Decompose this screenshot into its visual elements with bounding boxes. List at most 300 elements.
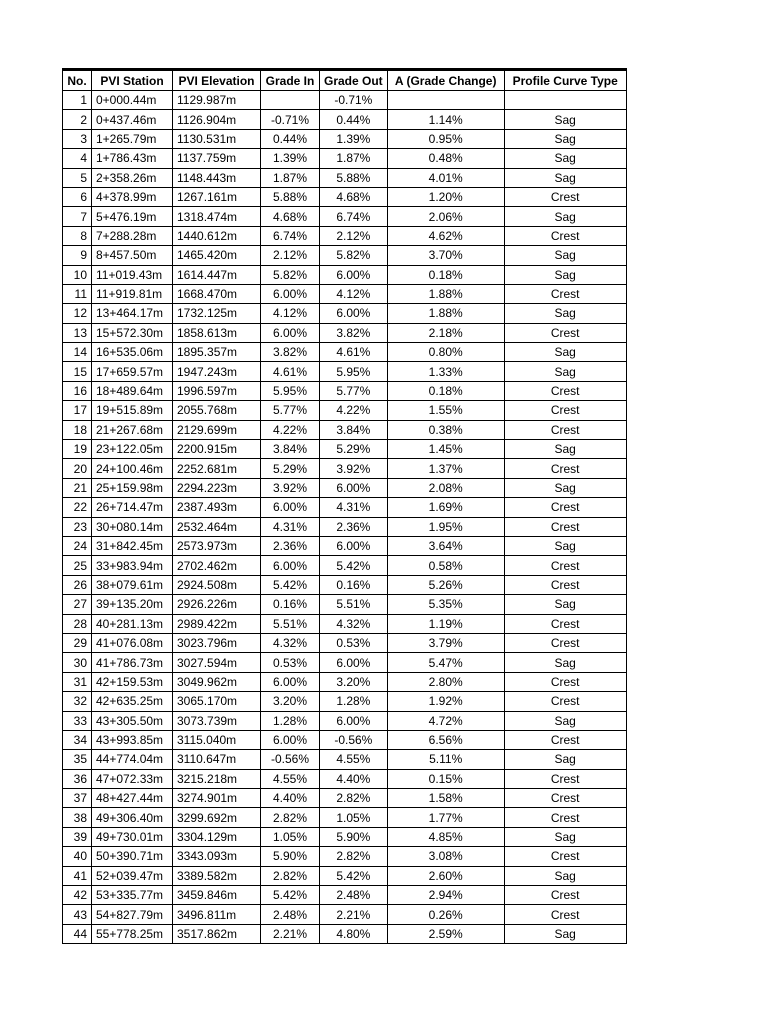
table-row [63,246,627,265]
cell-pvi-elevation: 3389.582m [173,866,261,885]
cell-grade-change: 0.18% [387,265,504,284]
cell-no: 40 [63,847,92,866]
cell-pvi-station: 49+306.40m [92,808,173,827]
cell-grade-in: 6.00% [261,323,320,342]
cell-no: 8 [63,226,92,245]
cell-grade-change: 5.35% [387,595,504,614]
cell-profile-curve-type: Sag [504,362,626,381]
cell-pvi-station: 11+019.43m [92,265,173,284]
cell-pvi-elevation: 3496.811m [173,905,261,924]
cell-grade-change: 1.37% [387,459,504,478]
table-row [63,284,627,303]
cell-grade-in: 2.12% [261,246,320,265]
cell-profile-curve-type: Crest [504,692,626,711]
cell-grade-change: 3.64% [387,536,504,555]
cell-no: 30 [63,653,92,672]
cell-no: 1 [63,91,92,110]
cell-grade-out: 0.16% [320,575,388,594]
cell-grade-out: -0.71% [320,91,388,110]
cell-no: 44 [63,924,92,943]
cell-profile-curve-type: Sag [504,440,626,459]
cell-pvi-station: 18+489.64m [92,381,173,400]
cell-grade-out: 6.74% [320,207,388,226]
cell-no: 20 [63,459,92,478]
cell-grade-in: 4.12% [261,304,320,323]
header-pvi-elevation: PVI Elevation [173,70,261,91]
cell-no: 42 [63,886,92,905]
cell-no: 27 [63,595,92,614]
table-row [63,207,627,226]
cell-pvi-station: 39+135.20m [92,595,173,614]
cell-profile-curve-type: Crest [504,401,626,420]
table-row [63,692,627,711]
table-row [63,827,627,846]
cell-pvi-elevation: 2252.681m [173,459,261,478]
cell-profile-curve-type: Sag [504,595,626,614]
cell-grade-change: 0.38% [387,420,504,439]
cell-grade-change: 4.72% [387,711,504,730]
cell-grade-out: 5.90% [320,827,388,846]
cell-grade-in: 6.00% [261,284,320,303]
cell-profile-curve-type: Sag [504,866,626,885]
cell-pvi-station: 54+827.79m [92,905,173,924]
cell-pvi-elevation: 2055.768m [173,401,261,420]
cell-pvi-station: 30+080.14m [92,517,173,536]
cell-no: 25 [63,556,92,575]
table-row [63,789,627,808]
cell-profile-curve-type: Sag [504,149,626,168]
cell-no: 23 [63,517,92,536]
cell-grade-out: 5.42% [320,556,388,575]
cell-grade-in: 1.87% [261,168,320,187]
cell-pvi-elevation: 1732.125m [173,304,261,323]
table-row [63,362,627,381]
cell-profile-curve-type: Crest [504,847,626,866]
cell-grade-out: 3.92% [320,459,388,478]
cell-no: 17 [63,401,92,420]
table-row [63,187,627,206]
cell-grade-in: 6.00% [261,498,320,517]
cell-grade-in: 4.55% [261,769,320,788]
cell-grade-out: 6.00% [320,265,388,284]
table-row [63,459,627,478]
cell-grade-out: 4.22% [320,401,388,420]
table-header-row [63,70,627,91]
cell-grade-change: 1.45% [387,440,504,459]
cell-grade-change: 5.47% [387,653,504,672]
table-row [63,808,627,827]
cell-grade-change: 5.26% [387,575,504,594]
cell-grade-out: 5.95% [320,362,388,381]
cell-no: 9 [63,246,92,265]
cell-no: 24 [63,536,92,555]
cell-grade-in: 5.82% [261,265,320,284]
cell-grade-in: 6.00% [261,556,320,575]
cell-pvi-station: 25+159.98m [92,478,173,497]
cell-grade-out: 4.12% [320,284,388,303]
cell-grade-in: 5.29% [261,459,320,478]
cell-pvi-elevation: 3115.040m [173,730,261,749]
cell-pvi-station: 48+427.44m [92,789,173,808]
cell-grade-change: 2.80% [387,672,504,691]
cell-pvi-elevation: 3110.647m [173,750,261,769]
cell-grade-out: 6.00% [320,478,388,497]
cell-grade-change: 0.58% [387,556,504,575]
cell-grade-out: 1.39% [320,129,388,148]
cell-pvi-station: 13+464.17m [92,304,173,323]
cell-grade-change: 1.19% [387,614,504,633]
cell-profile-curve-type: Crest [504,769,626,788]
cell-grade-out: 2.21% [320,905,388,924]
cell-grade-in: 3.82% [261,343,320,362]
cell-profile-curve-type: Sag [504,304,626,323]
table-row [63,381,627,400]
cell-pvi-elevation: 1137.759m [173,149,261,168]
cell-grade-in: 2.36% [261,536,320,555]
cell-pvi-station: 8+457.50m [92,246,173,265]
cell-grade-change: 4.85% [387,827,504,846]
cell-pvi-station: 33+983.94m [92,556,173,575]
cell-pvi-station: 2+358.26m [92,168,173,187]
cell-grade-out: 5.51% [320,595,388,614]
cell-grade-in: 5.95% [261,381,320,400]
cell-grade-out: 4.40% [320,769,388,788]
cell-grade-out: 1.28% [320,692,388,711]
cell-grade-in: 6.00% [261,672,320,691]
cell-pvi-station: 21+267.68m [92,420,173,439]
header-grade-in: Grade In [261,70,320,91]
cell-profile-curve-type: Sag [504,207,626,226]
cell-pvi-elevation: 1267.161m [173,187,261,206]
cell-pvi-station: 31+842.45m [92,536,173,555]
cell-profile-curve-type: Sag [504,478,626,497]
cell-grade-in: 5.88% [261,187,320,206]
cell-grade-in: -0.71% [261,110,320,129]
cell-no: 18 [63,420,92,439]
cell-no: 36 [63,769,92,788]
cell-grade-out: 2.12% [320,226,388,245]
cell-profile-curve-type: Sag [504,827,626,846]
cell-grade-change: 1.92% [387,692,504,711]
cell-pvi-station: 1+265.79m [92,129,173,148]
cell-no: 16 [63,381,92,400]
cell-pvi-elevation: 1895.357m [173,343,261,362]
cell-grade-in: 6.74% [261,226,320,245]
cell-profile-curve-type: Crest [504,226,626,245]
cell-grade-out: 4.32% [320,614,388,633]
cell-grade-out: 4.61% [320,343,388,362]
table-row [63,614,627,633]
cell-grade-change: 1.77% [387,808,504,827]
cell-pvi-elevation: 3023.796m [173,633,261,652]
cell-grade-change: 2.18% [387,323,504,342]
cell-grade-change: 6.56% [387,730,504,749]
cell-no: 38 [63,808,92,827]
cell-pvi-station: 42+635.25m [92,692,173,711]
cell-grade-in: 1.39% [261,149,320,168]
cell-pvi-elevation: 3027.594m [173,653,261,672]
cell-profile-curve-type: Crest [504,187,626,206]
header-no: No. [63,70,92,91]
cell-pvi-elevation: 1614.447m [173,265,261,284]
cell-grade-out: 5.88% [320,168,388,187]
cell-pvi-elevation: 1668.470m [173,284,261,303]
cell-no: 11 [63,284,92,303]
cell-grade-change: 1.88% [387,284,504,303]
cell-profile-curve-type: Crest [504,886,626,905]
cell-pvi-elevation: 3215.218m [173,769,261,788]
cell-no: 10 [63,265,92,284]
table-row [63,226,627,245]
cell-profile-curve-type: Crest [504,517,626,536]
cell-grade-in: -0.56% [261,750,320,769]
cell-grade-out: 4.31% [320,498,388,517]
cell-grade-in: 2.82% [261,808,320,827]
cell-pvi-elevation: 2573.973m [173,536,261,555]
cell-grade-out: 5.82% [320,246,388,265]
header-pvi-station: PVI Station [92,70,173,91]
cell-pvi-elevation: 2129.699m [173,420,261,439]
cell-profile-curve-type: Sag [504,711,626,730]
cell-pvi-station: 43+305.50m [92,711,173,730]
cell-no: 33 [63,711,92,730]
table-row [63,769,627,788]
cell-grade-out: 4.68% [320,187,388,206]
cell-no: 13 [63,323,92,342]
cell-grade-in: 4.31% [261,517,320,536]
cell-pvi-elevation: 1126.904m [173,110,261,129]
table-row [63,633,627,652]
cell-grade-in: 0.44% [261,129,320,148]
cell-profile-curve-type [504,91,626,110]
cell-grade-change: 4.01% [387,168,504,187]
cell-pvi-elevation: 1465.420m [173,246,261,265]
cell-grade-change: 1.88% [387,304,504,323]
cell-pvi-elevation: 2989.422m [173,614,261,633]
cell-grade-change: 0.95% [387,129,504,148]
table-row [63,536,627,555]
cell-grade-in: 0.53% [261,653,320,672]
cell-pvi-station: 43+993.85m [92,730,173,749]
cell-pvi-station: 16+535.06m [92,343,173,362]
cell-pvi-station: 5+476.19m [92,207,173,226]
cell-grade-change: 0.15% [387,769,504,788]
cell-no: 5 [63,168,92,187]
table-row [63,924,627,943]
cell-pvi-station: 17+659.57m [92,362,173,381]
cell-grade-change: 1.69% [387,498,504,517]
cell-no: 14 [63,343,92,362]
cell-profile-curve-type: Sag [504,343,626,362]
cell-profile-curve-type: Sag [504,129,626,148]
table-row [63,323,627,342]
cell-pvi-station: 44+774.04m [92,750,173,769]
cell-grade-in: 1.05% [261,827,320,846]
cell-pvi-station: 0+000.44m [92,91,173,110]
cell-pvi-station: 53+335.77m [92,886,173,905]
cell-pvi-elevation: 3343.093m [173,847,261,866]
cell-grade-out: 3.82% [320,323,388,342]
cell-pvi-station: 50+390.71m [92,847,173,866]
cell-no: 26 [63,575,92,594]
cell-pvi-station: 41+076.08m [92,633,173,652]
cell-pvi-station: 19+515.89m [92,401,173,420]
cell-pvi-elevation: 1129.987m [173,91,261,110]
table-row [63,498,627,517]
table-row [63,129,627,148]
cell-profile-curve-type: Sag [504,265,626,284]
cell-no: 28 [63,614,92,633]
cell-no: 29 [63,633,92,652]
cell-profile-curve-type: Sag [504,246,626,265]
cell-grade-in: 5.42% [261,886,320,905]
cell-profile-curve-type: Crest [504,323,626,342]
cell-grade-in: 5.51% [261,614,320,633]
cell-grade-out: 1.05% [320,808,388,827]
cell-grade-out: 6.00% [320,536,388,555]
cell-grade-in: 3.84% [261,440,320,459]
cell-pvi-elevation: 2702.462m [173,556,261,575]
cell-pvi-station: 4+378.99m [92,187,173,206]
cell-profile-curve-type: Crest [504,730,626,749]
table-row [63,653,627,672]
cell-pvi-elevation: 2200.915m [173,440,261,459]
cell-grade-change: 2.60% [387,866,504,885]
cell-no: 3 [63,129,92,148]
cell-pvi-station: 24+100.46m [92,459,173,478]
cell-no: 2 [63,110,92,129]
table-row [63,847,627,866]
cell-pvi-station: 41+786.73m [92,653,173,672]
cell-pvi-station: 47+072.33m [92,769,173,788]
cell-profile-curve-type: Crest [504,498,626,517]
cell-grade-change: 1.14% [387,110,504,129]
cell-grade-in: 4.22% [261,420,320,439]
table-row [63,149,627,168]
cell-grade-out: 2.36% [320,517,388,536]
cell-pvi-elevation: 1318.474m [173,207,261,226]
cell-pvi-station: 1+786.43m [92,149,173,168]
cell-profile-curve-type: Crest [504,789,626,808]
cell-no: 39 [63,827,92,846]
table-row [63,711,627,730]
cell-grade-change: 1.20% [387,187,504,206]
table-row [63,517,627,536]
cell-profile-curve-type: Sag [504,653,626,672]
cell-no: 15 [63,362,92,381]
cell-profile-curve-type: Crest [504,284,626,303]
cell-grade-out: 4.55% [320,750,388,769]
table-row [63,420,627,439]
cell-profile-curve-type: Crest [504,633,626,652]
cell-profile-curve-type: Sag [504,536,626,555]
cell-pvi-elevation: 3274.901m [173,789,261,808]
cell-grade-change: 5.11% [387,750,504,769]
cell-grade-change: 1.95% [387,517,504,536]
cell-grade-out: 3.84% [320,420,388,439]
cell-grade-out: 5.42% [320,866,388,885]
table-row [63,905,627,924]
cell-grade-change: 2.08% [387,478,504,497]
cell-grade-out: 3.20% [320,672,388,691]
cell-profile-curve-type: Sag [504,750,626,769]
cell-pvi-station: 52+039.47m [92,866,173,885]
cell-grade-out: 2.82% [320,789,388,808]
cell-pvi-elevation: 3073.739m [173,711,261,730]
cell-profile-curve-type: Crest [504,614,626,633]
cell-no: 41 [63,866,92,885]
cell-grade-in: 3.92% [261,478,320,497]
table-row [63,91,627,110]
cell-grade-change: 2.06% [387,207,504,226]
table-row [63,866,627,885]
cell-pvi-elevation: 3299.692m [173,808,261,827]
header-grade-out: Grade Out [320,70,388,91]
cell-profile-curve-type: Crest [504,381,626,400]
table-row [63,440,627,459]
table-row [63,401,627,420]
cell-pvi-elevation: 1148.443m [173,168,261,187]
cell-grade-change: 1.33% [387,362,504,381]
cell-grade-change: 2.94% [387,886,504,905]
table-row [63,750,627,769]
cell-grade-in: 4.32% [261,633,320,652]
cell-profile-curve-type: Crest [504,808,626,827]
pvi-table [62,68,627,944]
cell-profile-curve-type: Sag [504,110,626,129]
cell-pvi-station: 40+281.13m [92,614,173,633]
cell-grade-in: 4.68% [261,207,320,226]
cell-grade-change: 1.58% [387,789,504,808]
cell-pvi-elevation: 2532.464m [173,517,261,536]
cell-no: 37 [63,789,92,808]
cell-pvi-elevation: 2294.223m [173,478,261,497]
table-row [63,304,627,323]
cell-pvi-elevation: 3459.846m [173,886,261,905]
cell-profile-curve-type: Crest [504,459,626,478]
cell-grade-change: 3.70% [387,246,504,265]
cell-grade-out: 2.82% [320,847,388,866]
cell-no: 7 [63,207,92,226]
cell-grade-change: 3.79% [387,633,504,652]
table-row [63,478,627,497]
cell-grade-change: 1.55% [387,401,504,420]
cell-grade-in: 2.48% [261,905,320,924]
cell-grade-out: 1.87% [320,149,388,168]
cell-grade-change: 4.62% [387,226,504,245]
cell-profile-curve-type: Sag [504,168,626,187]
header-profile-curve-type: Profile Curve Type [504,70,626,91]
cell-pvi-station: 7+288.28m [92,226,173,245]
header-grade-change: A (Grade Change) [387,70,504,91]
cell-no: 34 [63,730,92,749]
table-row [63,575,627,594]
table-row [63,886,627,905]
cell-profile-curve-type: Crest [504,905,626,924]
cell-grade-out: 5.77% [320,381,388,400]
cell-pvi-elevation: 1947.243m [173,362,261,381]
cell-grade-out: 6.00% [320,304,388,323]
cell-profile-curve-type: Sag [504,924,626,943]
cell-profile-curve-type: Crest [504,556,626,575]
cell-pvi-elevation: 3517.862m [173,924,261,943]
cell-grade-in: 4.40% [261,789,320,808]
cell-grade-in: 4.61% [261,362,320,381]
cell-no: 31 [63,672,92,691]
cell-profile-curve-type: Crest [504,672,626,691]
cell-grade-change [387,91,504,110]
cell-pvi-station: 42+159.53m [92,672,173,691]
